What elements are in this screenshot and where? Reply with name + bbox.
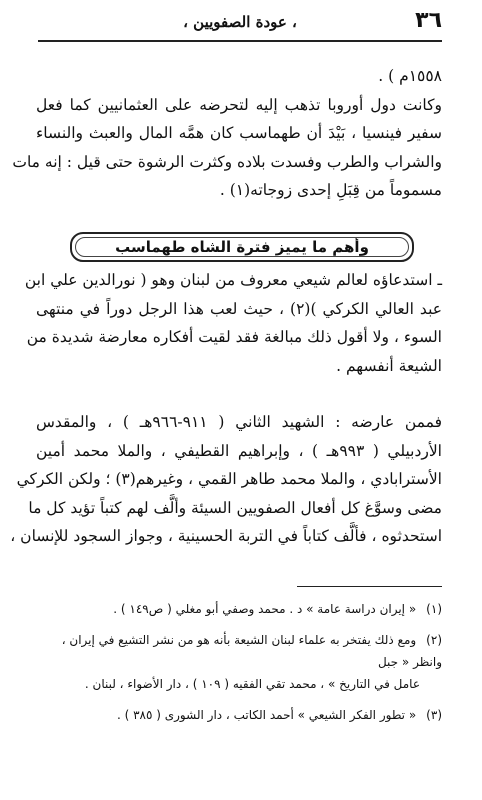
footnote-number: (١) (426, 602, 442, 616)
text-line: ١٥٥٨م ) . (378, 67, 442, 85)
text-line: استحدثوه ، فألَّف كتاباً في التربة الحسينية ، وجواز السجود للإنسان ، (10, 527, 442, 545)
text-line: الشيعة أنفسهم . (336, 356, 442, 375)
section-heading: وأهم ما يميز فترة الشاه طهماسب (70, 232, 414, 262)
footnote-text: عامل في التاريخ » ، محمد تقي الفقيه ( ١٠٩ ) ، دار الأضواء ، لبنان . (84, 677, 420, 691)
footnote-2 (36, 629, 442, 695)
footnote-3 (36, 704, 442, 726)
text-line: الأردبيلي ( ٩٩٣هـ ) ، وإبراهيم القطيفي ، والملا محمد أمين (36, 441, 442, 460)
paragraph-ruler (12, 62, 442, 205)
footnote-text: ومع ذلك يفتخر به علماء لبنان الشيعة بأنه هو من نشر التشيع في إيران ، وانظر « جبل (61, 633, 442, 669)
text-line: مسموماً من قِبَلِ إحدى زوجاته(١) . (219, 181, 442, 199)
page-header (38, 10, 442, 38)
text-line: سفير فينسيا ، بَيْدَ أن طهماسب كان همَّه المال والعبث والنساء (36, 124, 442, 142)
text-line: مضى وسوَّغ كل أفعال الصفويين السيئة وألَّف لهم كتباً تؤيد كل ما (28, 498, 442, 517)
text-line: السوء ، ولا أقول ذلك مبالغة فقد لقيت أفكاره معارضة شديدة من (26, 328, 442, 346)
footnote-text: « إيران دراسة عامة » د . محمد وصفي أبو مغلي ( ص١٤٩ ) . (113, 602, 417, 616)
page-number: ٣٦ (415, 8, 442, 33)
text-line: فممن عارضه : الشهيد الثاني ( ٩١١-٩٦٦هـ ) ، والمقدس (36, 413, 442, 431)
paragraph-opponents (10, 408, 442, 551)
footnote-number: (٢) (426, 633, 442, 647)
running-title: ، عودة الصفويين ، (183, 13, 297, 31)
text-line: الأسترابادي ، والملا محمد طاهر القمي ، وغيرهم(٣) ؛ ولكن الكركي (16, 470, 442, 488)
footnote-number: (٣) (426, 708, 442, 722)
header-rule (38, 40, 442, 42)
text-line: عبد العالي الكركي )(٢) ، حيث لعب هذا الرجل دوراً في منتهى (36, 299, 442, 318)
footnotes (36, 598, 442, 735)
footnote-1 (36, 598, 442, 620)
footnote-rule (297, 586, 442, 587)
text-line: وكانت دول أوروبا تذهب إليه لتحرضه على العثمانيين كما فعل (36, 95, 442, 114)
paragraph-karaki (24, 266, 442, 380)
footnote-text: « تطور الفكر الشيعي » أحمد الكاتب ، دار الشورى ( ٣٨٥ ) . (116, 708, 417, 722)
text-line: والشراب والطرب وفسدت بلاده وكثرت الرشوة حتى قيل : إنه مات (12, 152, 442, 171)
text-line: ـ استدعاؤه لعالم شيعي معروف من لبنان وهو ( نورالدين علي ابن (24, 271, 442, 289)
